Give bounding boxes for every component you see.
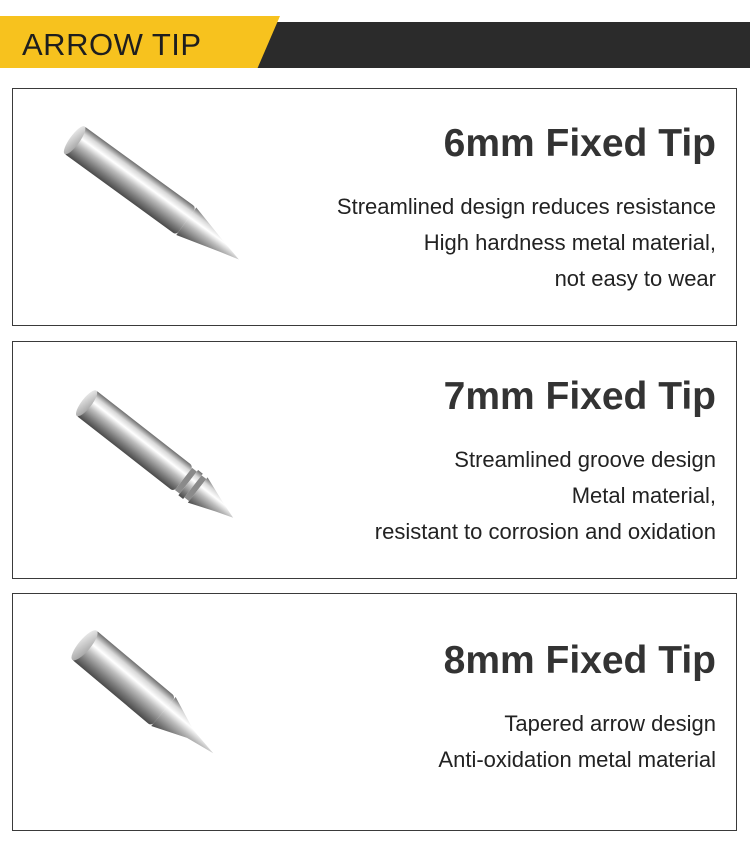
- product-text-7mm: [246, 374, 716, 550]
- product-title: 6mm Fixed Tip: [443, 122, 716, 165]
- product-desc-line: Streamlined design reduces resistance: [336, 194, 716, 219]
- product-desc-line: Tapered arrow design: [504, 711, 716, 736]
- product-card-6mm: [12, 88, 737, 326]
- product-desc-line: High hardness metal material,: [423, 230, 716, 255]
- header-banner: [0, 16, 750, 68]
- product-text-6mm: [246, 121, 716, 297]
- product-card-7mm: [12, 341, 737, 579]
- product-card-8mm: [12, 593, 737, 831]
- product-desc-line: Streamlined groove design: [454, 447, 716, 472]
- product-desc-line: Anti-oxidation metal material: [438, 747, 716, 772]
- product-title: 8mm Fixed Tip: [443, 639, 716, 682]
- product-desc-line: Metal material,: [571, 483, 716, 508]
- product-desc-line: not easy to wear: [554, 266, 716, 291]
- product-text-8mm: [246, 638, 716, 778]
- page-title: ARROW TIP: [22, 27, 202, 62]
- product-title: 7mm Fixed Tip: [443, 375, 716, 418]
- product-desc-line: resistant to corrosion and oxidation: [374, 519, 716, 544]
